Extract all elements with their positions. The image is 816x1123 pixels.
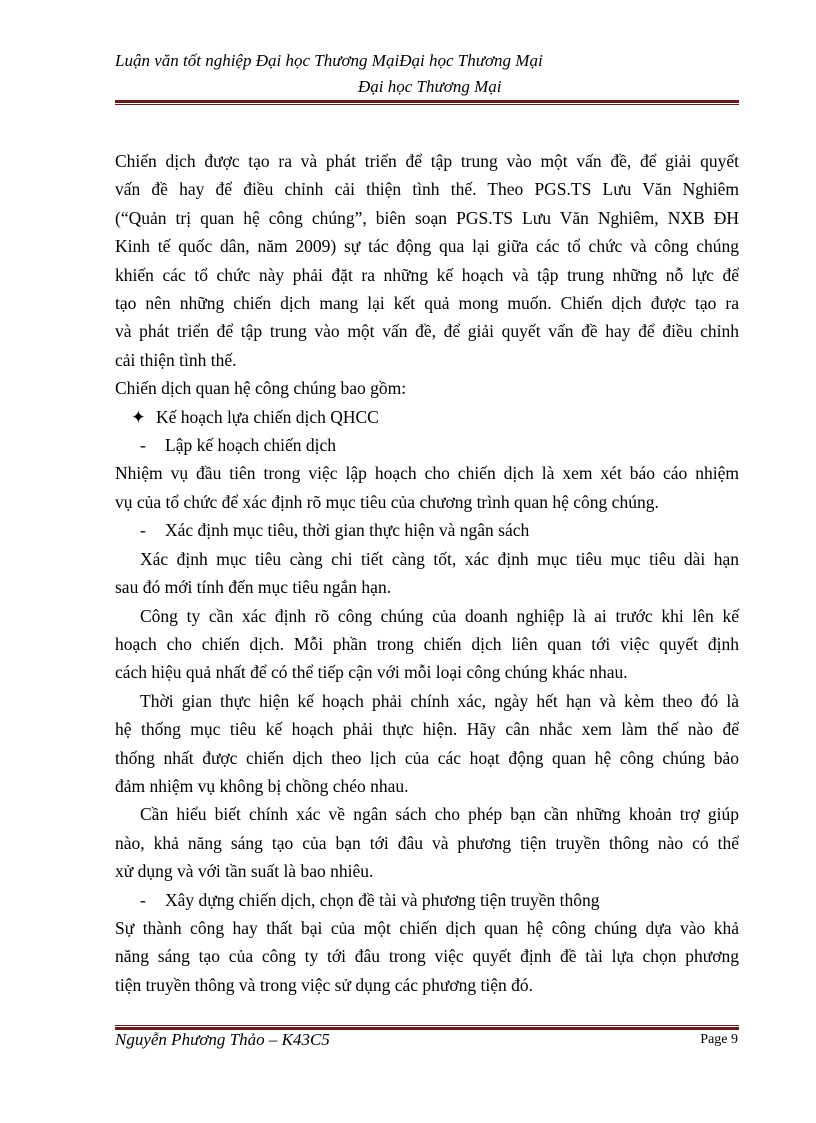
bullet-item: [115, 403, 739, 431]
bullet-text: Xác định mục tiêu, thời gian thực hiện và ngân sách: [165, 520, 530, 541]
text-line: Chiến dịch được tạo ra và phát triển để tập trung vào một vấn đề, để giải quyết: [115, 151, 739, 171]
page-number: Page 9: [700, 1032, 738, 1047]
text-line: hệ thống mục tiêu kế hoạch phải thực hiện. Hãy cân nhắc xem làm thế nào để: [115, 719, 739, 740]
text-line: đảm nhiệm vụ không bị chồng chéo nhau.: [115, 775, 409, 796]
paragraph-success: [115, 914, 739, 999]
text-line: thống nhất được chiến dịch theo lịch của các hoạt động quan hệ công chúng bảo: [115, 747, 739, 768]
text-line: Cần hiểu biết chính xác về ngân sách cho phép bạn cần những khoản trợ giúp: [140, 804, 739, 825]
text-line: Sự thành công hay thất bại của một chiến dịch quan hệ công chúng dựa vào khả: [115, 917, 739, 938]
paragraph-budget: [115, 800, 739, 885]
paragraph-objectives-cont: [115, 573, 739, 601]
text-line: năng sáng tạo của công ty tới đâu trong việc quyết định đề tài lựa chọn phương: [115, 946, 739, 967]
dash-bullet: -: [140, 889, 146, 910]
paragraph-audience: [115, 602, 739, 687]
text-line: (“Quản trị quan hệ công chúng”, biên soạn PGS.TS Lưu Văn Nghiêm, NXB ĐH: [115, 207, 739, 228]
paragraph-intro: [115, 147, 739, 374]
paragraph-planning: [115, 459, 739, 516]
text-line: sau đó mới tính đến mục tiêu ngắn hạn.: [115, 577, 392, 598]
text-line: Kinh tế quốc dân, năm 2009) sự tác động qua lại giữa các tổ chức và công chúng: [115, 236, 739, 257]
text-line: vấn đề hay để điều chỉnh cải thiện tình thế. Theo PGS.TS Lưu Văn Nghiêm: [115, 179, 739, 200]
bullet-item: [115, 431, 739, 459]
text-line: khiến các tổ chức này phải đặt ra những kế hoạch và tập trung những nỗ lực để: [115, 264, 739, 285]
text-line: Nhiệm vụ đầu tiên trong việc lập hoạch cho chiến dịch là xem xét báo cáo nhiệm: [115, 463, 739, 484]
paragraph-objectives: [115, 545, 739, 573]
document-body: [115, 147, 739, 999]
bullet-text: Kế hoạch lựa chiến dịch QHCC: [156, 406, 379, 427]
text-line: tiện truyền thông và trong việc sử dụng các phương tiện đó.: [115, 974, 533, 995]
text-line: tạo nên những chiến dịch mang lại kết quả mong muốn. Chiến dịch được tạo ra: [115, 293, 739, 314]
bullet-item: [115, 886, 739, 914]
text-line: xử dụng và với tần suất là bao nhiêu.: [115, 861, 374, 882]
bullet-text: Xây dựng chiến dịch, chọn đề tài và phương tiện truyền thông: [165, 889, 600, 910]
text-line: vụ của tổ chức để xác định rõ mục tiêu của chương trình quan hệ công chúng.: [115, 491, 659, 512]
star-bullet-icon: ✦: [131, 406, 146, 427]
text-line: hoạch cho chiến dịch. Mỗi phần trong chiến dịch liên quan tới việc quyết định: [115, 633, 739, 654]
text-line: Thời gian thực hiện kế hoạch phải chính xác, ngày hết hạn và kèm theo đó là: [140, 690, 739, 711]
bullet-text: Lập kế hoạch chiến dịch: [165, 435, 337, 456]
page-header: [115, 48, 735, 100]
text-line: cải thiện tình thế.: [115, 349, 237, 370]
text-line: cách hiệu quả nhất để có thể tiếp cận với mỗi loại công chúng khác nhau.: [115, 662, 628, 683]
paragraph-campaign-includes: [115, 374, 739, 402]
text-line: Chiến dịch quan hệ công chúng bao gồm:: [115, 378, 407, 399]
footer-author: Nguyễn Phương Thảo – K43C5: [115, 1030, 330, 1049]
bullet-item: [115, 516, 739, 544]
text-line: Xác định mục tiêu càng chi tiết càng tốt, xác định mục tiêu mục tiêu dài hạn: [140, 548, 739, 569]
header-rule: [115, 100, 739, 105]
dash-bullet: -: [140, 435, 146, 456]
text-line: nào, khả năng sáng tạo của bạn tới đâu và phương tiện truyền thông nào có thể: [115, 832, 739, 853]
header-line-2: Đại học Thương Mại: [358, 77, 502, 96]
dash-bullet: -: [140, 520, 146, 541]
text-line: và phát triển để tập trung vào một vấn đề, để giải quyết vấn đề hay để điều chỉnh: [115, 321, 739, 342]
text-line: Công ty cần xác định rõ công chúng của doanh nghiệp là ai trước khi lên kế: [140, 605, 739, 626]
paragraph-timing: [115, 687, 739, 801]
header-line-1: Luận văn tốt nghiệp Đại học Thương MạiĐại học Thương Mại: [115, 51, 543, 70]
